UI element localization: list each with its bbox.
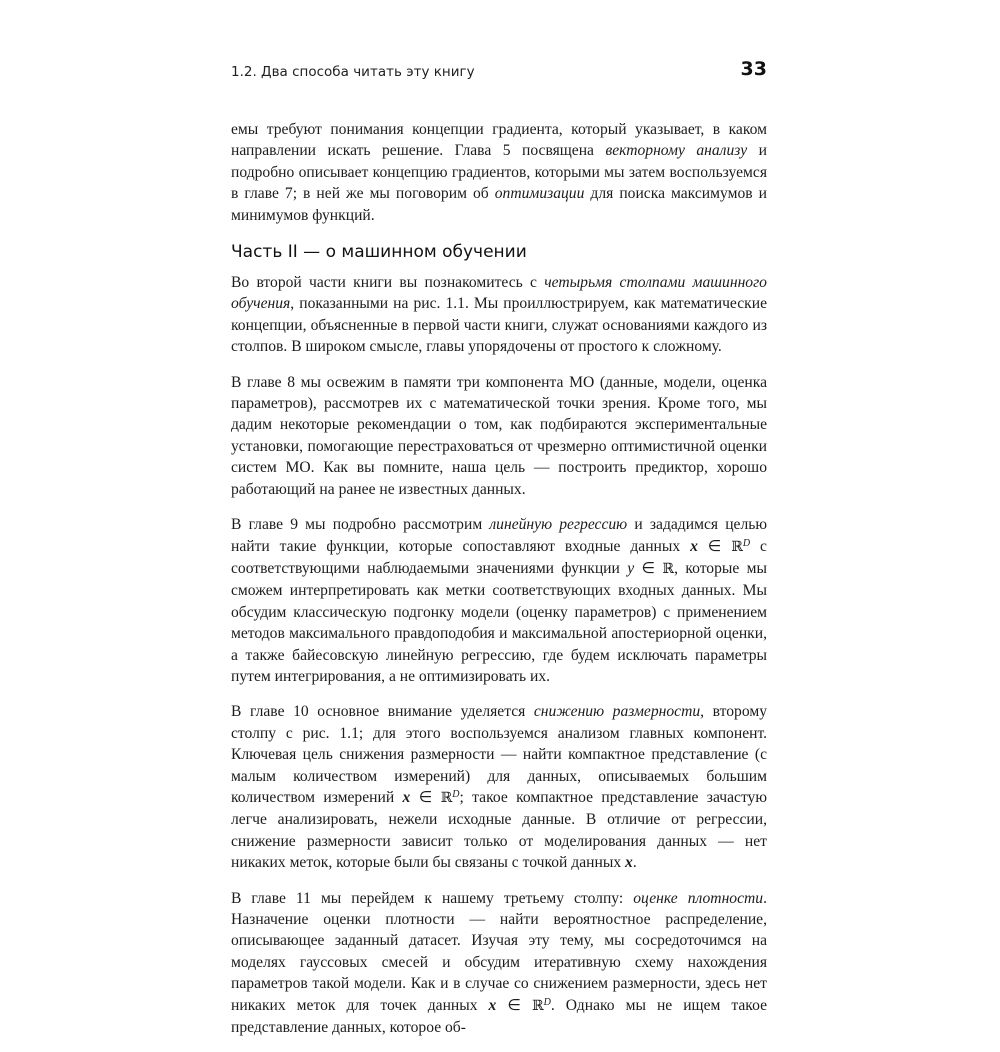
math-in-symbol: ∈ xyxy=(496,996,532,1014)
text-run: для поиска максимумов и минимумов функций. xyxy=(231,185,767,224)
text-run: . xyxy=(632,854,637,872)
math-reals: ℝ xyxy=(662,560,675,577)
text-run: Во второй части книги вы познакомитесь с xyxy=(231,274,545,292)
math-in-symbol: ∈ xyxy=(697,537,732,555)
text-run: , показанными на рис. 1.1. Мы проиллюстрируем, как математические концепции, объясненные в первой части книги, служат основаниями каждого из столпов. В широком смысле, главы упорядочены от простого к сложному. xyxy=(231,295,767,356)
math-superscript-d: D xyxy=(543,996,551,1008)
page-header xyxy=(231,58,767,88)
term-vector-calculus: векторному анализу xyxy=(605,142,748,160)
term-linear-regression: линейную регрессию xyxy=(489,516,628,534)
text-run: В главе 8 мы освежим в памяти три компонента МО (данные, модели, оценка параметров), рассмотрев их с математической точки зрения. Кроме того, мы дадим некоторые рекомендации о том, как подбираются экспериментальные установки, помогающие перестраховаться от чрезмерно оптимистичной оценки систем МО. Как вы помните, наша цель — построить предиктор, хорошо работающий на ранее не известных данных. xyxy=(231,373,767,498)
section-heading: Часть II — о машинном обучении xyxy=(231,242,527,263)
paragraph-chapter-10 xyxy=(231,701,767,873)
math-superscript-d: D xyxy=(742,537,751,549)
text-run: . Назначение оценки плотности — найти вероятностное распределение, описывающее заданный датасет. Изучая эту тему, мы сосредоточимся на моделях гауссовых смесей и обсудим итеративную схему нахождения параметров такой модели. Как и в случае со снижением размерности, здесь нет никаких меток для точек данных xyxy=(231,889,767,1014)
text-run: , второму столпу с рис. 1.1; для этого воспользуемся анализом главных компонент. Ключевая цель снижения размерности — найти компактное представление (с малым количеством измерений) для данных, описываемых большим количеством измерений xyxy=(231,703,767,806)
paragraph-continued xyxy=(231,119,767,226)
term-density-estimation: оценке плотности xyxy=(633,889,764,907)
term-optimization: оптимизации xyxy=(494,185,585,203)
math-y: y xyxy=(627,559,635,577)
math-reals: ℝ xyxy=(731,538,743,555)
text-run: . Однако мы не ищем такое представление данных, которое об- xyxy=(231,996,767,1037)
paragraph-chapter-8 xyxy=(231,372,767,500)
text-run: и подробно описывает концепцию градиентов, которыми мы затем воспользуемся в главе 7; в ней же мы поговорим об xyxy=(231,142,768,203)
term-four-pillars: четырьмя столпами машинного обучения xyxy=(231,274,767,313)
paragraph-chapter-11 xyxy=(231,888,767,1039)
text-run: В главе 11 мы перейдем к нашему третьему столпу: xyxy=(231,889,634,907)
math-reals: ℝ xyxy=(440,789,453,806)
math-reals: ℝ xyxy=(531,997,544,1014)
text-run: , которые мы сможем интерпретировать как метки соответствующих входных данных. Мы обсудим классическую подгонку модели (оценку параметров) с применением методов максимального правдоподобия и максимальной апостериорной оценки, а также байесовскую линейную регрессию, где будем исключать параметры путем интегрирования, а не оптимизировать их. xyxy=(231,559,767,685)
page-number: 33 xyxy=(740,58,767,80)
math-vector-x: x xyxy=(690,537,698,555)
term-dimensionality-reduction: снижению размерности xyxy=(533,703,701,721)
math-vector-x: x xyxy=(488,996,497,1014)
math-in-symbol: ∈ xyxy=(410,788,441,806)
body-text xyxy=(231,119,767,1052)
text-run: емы требуют понимания концепции градиента, который указывает, в каком направлении искать решение. Глава 5 посвящена xyxy=(231,121,767,160)
text-run: ; такое компактное представление зачастую легче анализировать, нежели исходные данные. В отличие от регрессии, снижение размерности зависит только от моделирования данных — нет никаких меток, которые были бы связаны с точкой данных xyxy=(231,788,767,872)
text-run: с соответствующими наблюдаемыми значениями функции xyxy=(231,537,767,577)
math-superscript-d: D xyxy=(452,788,460,800)
math-in-symbol: ∈ xyxy=(634,559,663,577)
text-run: и зададимся целью найти такие функции, которые сопоставляют входные данных xyxy=(231,516,768,555)
text-run: В главе 9 мы подробно рассмотрим xyxy=(231,516,490,534)
running-head: 1.2. Два способа читать эту книгу xyxy=(231,64,475,80)
text-run: В главе 10 основное внимание уделяется xyxy=(231,703,534,721)
math-vector-x: x xyxy=(625,854,633,872)
paragraph-chapter-9 xyxy=(231,514,767,687)
math-vector-x: x xyxy=(402,788,411,806)
paragraph-part-two-intro xyxy=(231,272,767,358)
